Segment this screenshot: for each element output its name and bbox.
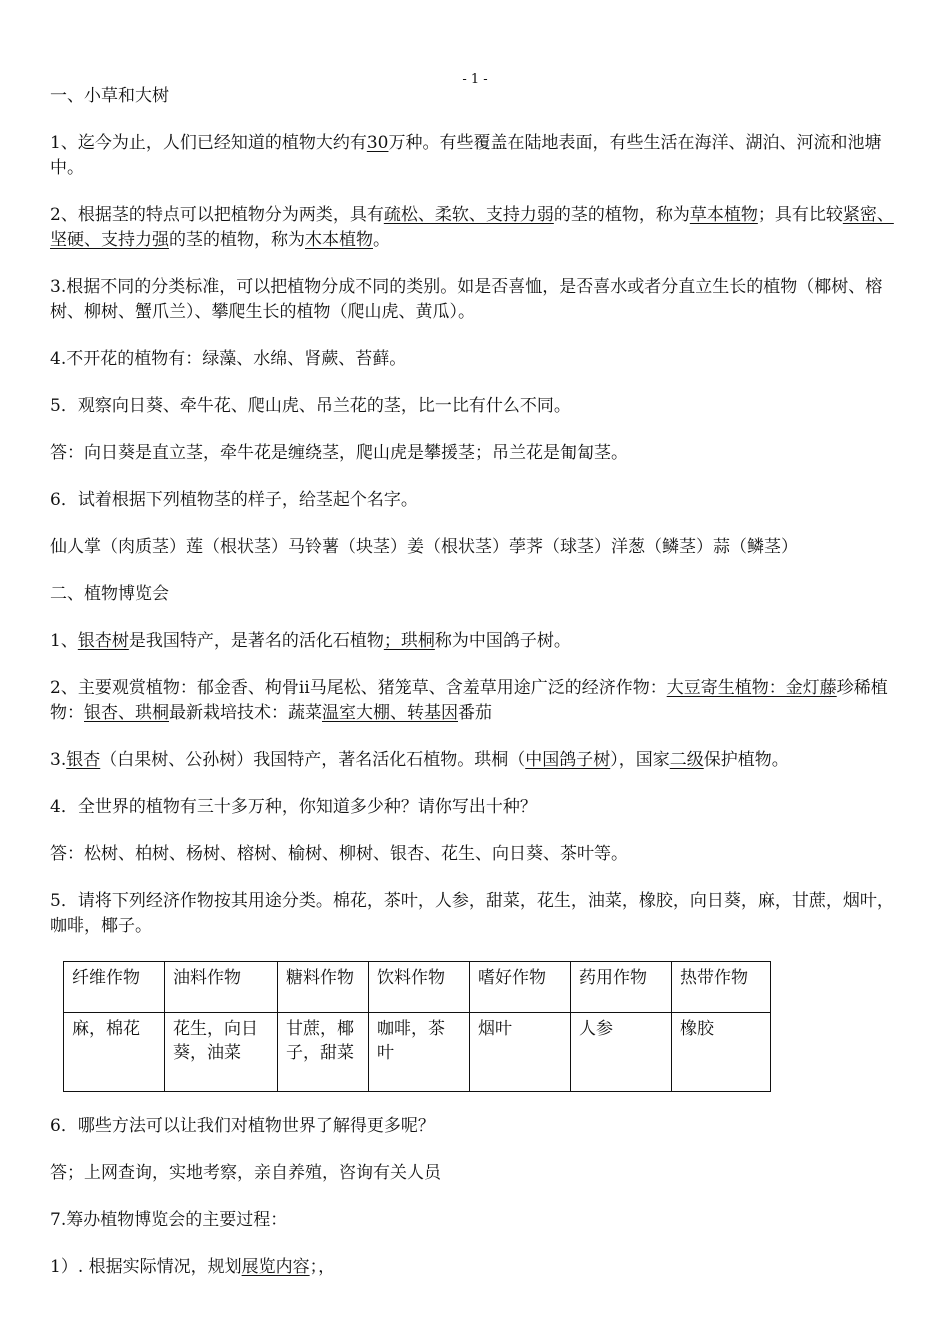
s2-question-6: 6．哪些方法可以让我们对植物世界了解得更多呢？ <box>50 1116 435 1136</box>
s2-question-5: 5．请将下列经济作物按其用途分类。棉花，茶叶，人参，甜菜，花生，油菜，橡胶，向日葵，麻，甘蔗，烟叶，咖啡，椰子。 <box>50 891 894 936</box>
s2-question-4: 4．全世界的植物有三十多万种，你知道多少种？请你写出十种？ <box>50 797 537 817</box>
section1-heading: 一、小草和大树 <box>50 86 169 106</box>
page-number: - 1 - <box>462 72 488 87</box>
section2-heading: 二、植物博览会 <box>50 584 169 604</box>
s1-answer-5: 答：向日葵是直立茎，牵牛花是缠绕茎，爬山虎是攀援茎；吊兰花是匍匐茎。 <box>50 443 628 463</box>
s1-answer-6: 仙人掌（肉质茎）莲（根状茎）马铃薯（块茎）姜（根状茎）荸荠（球茎）洋葱（鳞茎）蒜（鳞茎） <box>50 537 798 557</box>
table-cell: 橡胶 <box>672 1013 771 1092</box>
table-cell: 甘蔗，椰子，甜菜 <box>278 1013 369 1092</box>
table-header-cell: 药用作物 <box>571 962 672 1013</box>
table-cell: 花生，向日葵，油菜 <box>165 1013 278 1092</box>
table-header-cell: 饮料作物 <box>369 962 470 1013</box>
table-header-cell: 糖料作物 <box>278 962 369 1013</box>
s2-question-3: 3.银杏（白果树、公孙树）我国特产，著名活化石植物。珙桐（中国鸽子树），国家二级保护植物。 <box>50 750 789 770</box>
table-cell: 麻，棉花 <box>64 1013 165 1092</box>
s2-question-7-step-1: 1）. 根据实际情况，规划展览内容；， <box>50 1257 336 1277</box>
table-row <box>64 1013 771 1092</box>
s1-question-5: 5．观察向日葵、牵牛花、爬山虎、吊兰花的茎，比一比有什么不同。 <box>50 396 571 416</box>
s2-question-7: 7.筹办植物博览会的主要过程： <box>50 1210 288 1230</box>
crop-classification-table <box>63 961 771 1092</box>
table-header-cell: 油料作物 <box>165 962 278 1013</box>
table-cell: 咖啡，茶叶 <box>369 1013 470 1092</box>
s1-question-4: 4.不开花的植物有：绿藻、水绵、肾蕨、苔藓。 <box>50 349 407 369</box>
s2-question-2: 2、主要观赏植物：郁金香、枸骨ⅱ马尾松、猪笼草、含羞草用途广泛的经济作物：大豆寄生植物：金灯藤珍稀植物：银杏、珙桐最新栽培技术：蔬菜温室大棚、转基因番茄 <box>50 678 888 723</box>
s2-question-1: 1、银杏树是我国特产，是著名的活化石植物；珙桐称为中国鸽子树。 <box>50 631 571 651</box>
s2-answer-4: 答：松树、柏树、杨树、榕树、榆树、柳树、银杏、花生、向日葵、茶叶等。 <box>50 844 628 864</box>
s1-question-6: 6．试着根据下列植物茎的样子，给茎起个名字。 <box>50 490 418 510</box>
s1-question-2: 2、根据茎的特点可以把植物分为两类，具有疏松、柔软、支持力弱的茎的植物，称为草本植物；具有比较紧密、坚硬、支持力强的茎的植物，称为木本植物。 <box>50 205 894 250</box>
table-cell: 人参 <box>571 1013 672 1092</box>
table-header-row <box>64 962 771 1013</box>
table-header-cell: 纤维作物 <box>64 962 165 1013</box>
table-header-cell: 嗜好作物 <box>470 962 571 1013</box>
s1-question-3: 3.根据不同的分类标准，可以把植物分成不同的类别。如是否喜恤，是否喜水或者分直立生长的植物（椰树、榕树、柳树、蟹爪兰）、攀爬生长的植物（爬山虎、黄瓜）。 <box>50 277 883 322</box>
table-cell: 烟叶 <box>470 1013 571 1092</box>
table-header-cell: 热带作物 <box>672 962 771 1013</box>
s1-question-1: 1、迄今为止，人们已经知道的植物大约有30万种。有些覆盖在陆地表面，有些生活在海洋、湖泊、河流和池塘中。 <box>50 133 882 178</box>
document-body <box>50 84 908 1302</box>
s2-answer-6: 答；上网查询，实地考察，亲自养殖，咨询有关人员 <box>50 1163 441 1183</box>
